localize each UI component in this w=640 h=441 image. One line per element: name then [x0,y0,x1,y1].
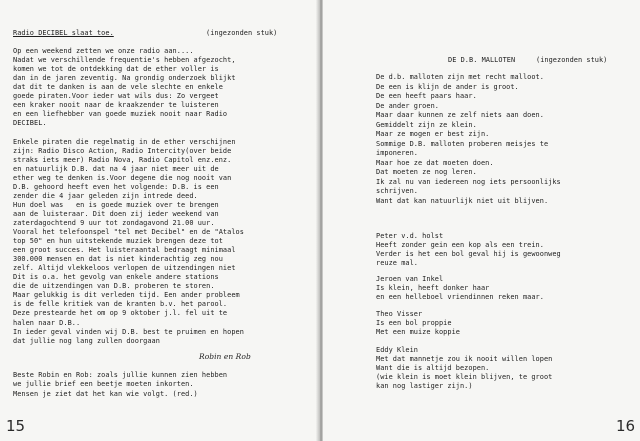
person-line: Is een bol proppie [376,319,452,327]
person-name: Theo Visser [376,310,423,318]
text-line: De een heeft paars haar. [376,92,477,100]
left-signature: Robin en Rob [199,352,251,361]
text-line: Maar gelukkig is dit verleden tijd. Een ander probleem [13,291,240,300]
person-line: Want die is altijd bezopen. [376,364,490,372]
text-line: is de felle kritiek van de kranten b.v. het parool. [13,300,228,309]
text-line: die de uitzendingen van D.B. proberen te storen. [13,282,215,291]
person-name: Jeroen van Inkel [376,275,444,283]
text-line: Gemiddelt zijn ze klein. [376,120,477,129]
right-article-note: (ingezonden stuk) [536,56,608,64]
right-article-title: DE D.B. MALLOTEN [448,56,516,64]
text-line: een kraker nooit naar de kraakzender te luisteren [13,101,219,110]
text-line: halen naar D.B.. [13,318,81,327]
text-line: imponeren. [376,149,418,157]
text-line: dan in de jaren zeventig. Na grondig onderzoek blijkt [13,74,236,83]
reply-line: we jullie brief een beetje moeten inkorten. [13,380,194,389]
text-line: zaterdagochtend 9 uur tot zondagavond 21.00 uur. [13,218,215,227]
person-line: Met een muize koppie [376,328,460,336]
person-name: Peter v.d. holst [376,232,444,240]
text-line: Sommige D.B. malloten proberen meisjes te [376,139,549,148]
text-line: Deze prestearde het om op 9 oktober j.l. fel uit te [13,309,228,318]
text-line: Dat moeten ze nog leren. [376,168,477,176]
text-line: schrijven. [376,187,418,195]
text-line: Hun doel was en is goede muziek over te brengen [13,200,219,209]
person-line: Verder is het een bol geval hij is gewoonweg [376,250,561,258]
text-line: Dit is o.a. het gevolg van enkele andere stations [13,273,219,282]
text-line: Maar daar kunnen ze zelf niets aan doen. [376,111,544,119]
text-line: zelf. Altijd vlekkeloos verlopen de uitzendingen niet [13,264,236,273]
text-line: D.B. gehoord heeft even het volgende: D.B. is een [13,182,219,191]
text-line: aan de luisteraar. Dit doen zij ieder weekend van [13,209,219,218]
person-line: Met dat mannetje zou ik nooit willen lopen [376,355,553,363]
person-line: (wie klein is moet klein blijven, te groot [376,373,553,381]
text-line: een groot succes. Het luisteraantal bedraagt minimaal [13,246,236,255]
text-line: Maar hoe ze dat moeten doen. [376,158,494,167]
text-line: In ieder geval vinden wij D.B. best te pruimen en hopen [13,327,244,336]
text-line: top 50" en hun uitstekende muziek brengen deze tot [13,237,223,246]
text-line: DECIBEL. [13,119,47,128]
text-line: straks iets meer) Radio Nova, Radio Capitol enz.enz. [13,155,232,164]
text-line: Want dat kan natuurlijk niet uit blijven. [376,196,549,205]
person-line: Is klein, heeft donker haar [376,284,490,292]
text-line: en een liefhebber van goede muziek nooit naar Radio [13,110,228,119]
text-line: De d.b. malloten zijn met recht malloot. [376,73,544,81]
text-line: Nadat we verschillende frequentie's hebben afgezocht, [13,56,236,65]
page-number-left: 15 [6,417,26,435]
person-line: reuze mal. [376,259,418,267]
text-line: De een is klijn de ander is groot. [376,82,519,91]
left-article-note: (ingezonden stuk) [206,29,278,37]
text-line: 300.000 mensen en dat is niet kinderachtig zeg nou [13,255,223,264]
person-line: en een helleboel vriendinnen reken maar. [376,293,544,301]
text-line: zijn: Radio Disco Action, Radio Intercity(over beide [13,146,232,155]
text-line: dat dit te danken is aan de vele slechte en enkele [13,83,223,92]
right-page [323,0,640,441]
text-line: goede piraten.Voor ieder wat wils dus: Zo vergeet [13,92,219,101]
left-article-title: Radio DECIBEL slaat toe. [13,29,114,37]
text-line: Vooral het telefoonspel "tel met Decibel" en de "Atalos [13,228,244,236]
page-number-right: 16 [616,417,636,435]
reply-line: Beste Robin en Rob: zoals jullie kunnen zien hebben [13,371,228,379]
reply-line: Mensen je ziet dat het kan wie volgt. (red.) [13,389,198,398]
left-page [0,0,318,441]
person-line: Heeft zonder gein een kop als een trein. [376,241,544,249]
person-name: Eddy Klein [376,346,418,354]
text-line: dat jullie nog lang zullen doorgaan [13,336,160,345]
text-line: ether weg te denken is.Voor degene die nog nooit van [13,173,232,182]
person-line: kan nog lastiger zijn.) [376,382,473,390]
text-line: Maar ze mogen er best zijn. [376,130,490,138]
text-line: Ik zal nu van iedereen nog iets persoonlijks [376,177,561,186]
text-line: komen we tot de ontdekking dat de ether voller is [13,65,219,74]
text-line: Enkele piraten die regelmatig in de ether verschijnen [13,137,236,146]
text-line: en natuurlijk D.B. dat na 4 jaar niet meer uit de [13,164,219,173]
text-line: De ander groen. [376,101,439,110]
text-line: zender die 4 jaar geleden zijn intrede deed. [13,191,198,200]
text-line: Op een weekend zetten we onze radio aan.... [13,47,194,55]
